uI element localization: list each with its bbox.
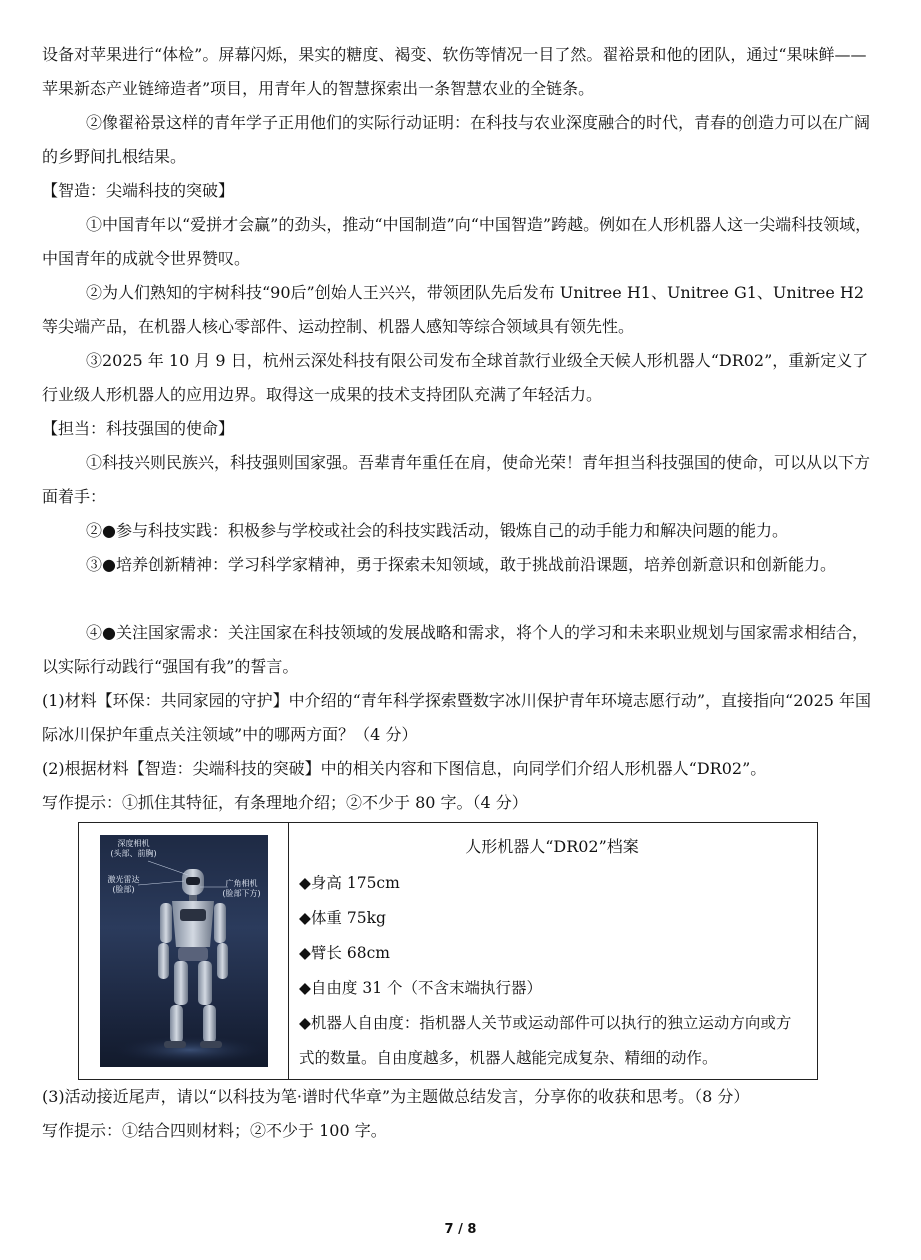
question-1: (1)材料【环保：共同家园的守护】中介绍的“青年科学探索暨数字冰川保护青年环境志愿行动”，直接指向“2025 年国际冰川保护年重点关注领域”中的哪两方面？（4 分） <box>42 691 872 744</box>
paragraph-national-needs: ④●关注国家需求：关注国家在科技领域的发展战略和需求，将个人的学习和未来职业规划与国家需求相结合，以实际行动践行“强国有我”的誓言。 <box>42 623 868 676</box>
robot-image-cell <box>79 823 289 1079</box>
robot-profile-table <box>78 822 818 1080</box>
profile-height: ◆身高 175cm <box>299 874 400 892</box>
question-2: (2)根据材料【智造：尖端科技的突破】中的相关内容和下图信息，向同学们介绍人形机器人“DR02”。 <box>42 759 767 778</box>
label-lidar <box>100 875 148 895</box>
label-wide-camera <box>216 879 268 899</box>
profile-weight: ◆体重 75kg <box>299 909 386 927</box>
label-wide-camera-sub: (脸部下方) <box>222 889 261 898</box>
paragraph-youth-creativity: ②像翟裕景这样的青年学子正用他们的实际行动证明：在科技与农业深度融合的时代，青春的创造力可以在广阔的乡野间扎根结果。 <box>42 113 871 166</box>
paragraph-practice: ②●参与科技实践：积极参与学校或社会的科技实践活动，锻炼自己的动手能力和解决问题的能力。 <box>86 521 788 540</box>
profile-dof-definition: ◆机器人自由度：指机器人关节或运动部件可以执行的独立运动方向或方式的数量。自由度越多，机器人越能完成复杂、精细的动作。 <box>299 1014 792 1067</box>
paragraph-dr02-release: ③2025 年 10 月 9 日，杭州云深处科技有限公司发布全球首款行业级全天候人形机器人“DR02”，重新定义了行业级人形机器人的应用边界。取得这一成果的技术支持团队充满了年轻活力。 <box>42 351 869 404</box>
section-heading-responsibility: 【担当：科技强国的使命】 <box>42 419 235 438</box>
paragraph-china-smart-manufacturing: ①中国青年以“爱拼才会赢”的劲头，推动“中国制造”向“中国智造”跨越。例如在人形机器人这一尖端科技领域，中国青年的成就令世界赞叹。 <box>42 215 872 268</box>
paragraph-tech-power: ①科技兴则民族兴，科技强则国家强。吾辈青年重任在肩，使命光荣！青年担当科技强国的使命，可以从以下方面着手： <box>42 453 871 506</box>
profile-title: 人形机器人“DR02”档案 <box>465 837 639 856</box>
section-heading-smart-manufacturing: 【智造：尖端科技的突破】 <box>42 181 235 200</box>
writing-tip-2: 写作提示：①抓住其特征，有条理地介绍；②不少于 80 字。（4 分） <box>42 793 528 812</box>
robot-profile-info <box>289 823 817 1079</box>
paragraph-innovation: ③●培养创新精神：学习科学家精神，勇于探索未知领域，敢于挑战前沿课题，培养创新意识和创新能力。 <box>86 555 836 574</box>
profile-arm-length: ◆臂长 68cm <box>299 944 390 962</box>
robot-illustration <box>100 835 268 1067</box>
paragraph-apple-checkup: 设备对苹果进行“体检”。屏幕闪烁，果实的糖度、褐变、软伤等情况一目了然。翟裕景和他的团队，通过“果味鲜——苹果新态产业链缔造者”项目，用青年人的智慧探索出一条智慧农业的全链条。 <box>42 45 867 98</box>
profile-dof: ◆自由度 31 个（不含末端执行器） <box>299 979 542 997</box>
label-lidar-text: 激光雷达 <box>107 875 140 884</box>
question-3: (3)活动接近尾声，请以“以科技为笔·谱时代华章”为主题做总结发言，分享你的收获和思考。（8 分） <box>42 1087 750 1106</box>
label-depth-camera-sub: (头部、前胸) <box>110 849 157 858</box>
label-lidar-sub: (脸部) <box>112 885 135 894</box>
label-wide-camera-text: 广角相机 <box>225 879 258 888</box>
paragraph-unitree: ②为人们熟知的宇树科技“90后”创始人王兴兴，带领团队先后发布 Unitree H1、Unitree G1、Unitree H2 等尖端产品，在机器人核心零部件、运动控制、机器人感知等综合领域具有领先性。 <box>42 283 865 336</box>
robot-photo <box>100 835 268 1067</box>
label-depth-camera <box>104 839 164 859</box>
label-depth-camera-text: 深度相机 <box>117 839 150 848</box>
writing-tip-3: 写作提示：①结合四则材料；②不少于 100 字。 <box>42 1121 387 1140</box>
page-number: 7 / 8 <box>444 1222 477 1237</box>
